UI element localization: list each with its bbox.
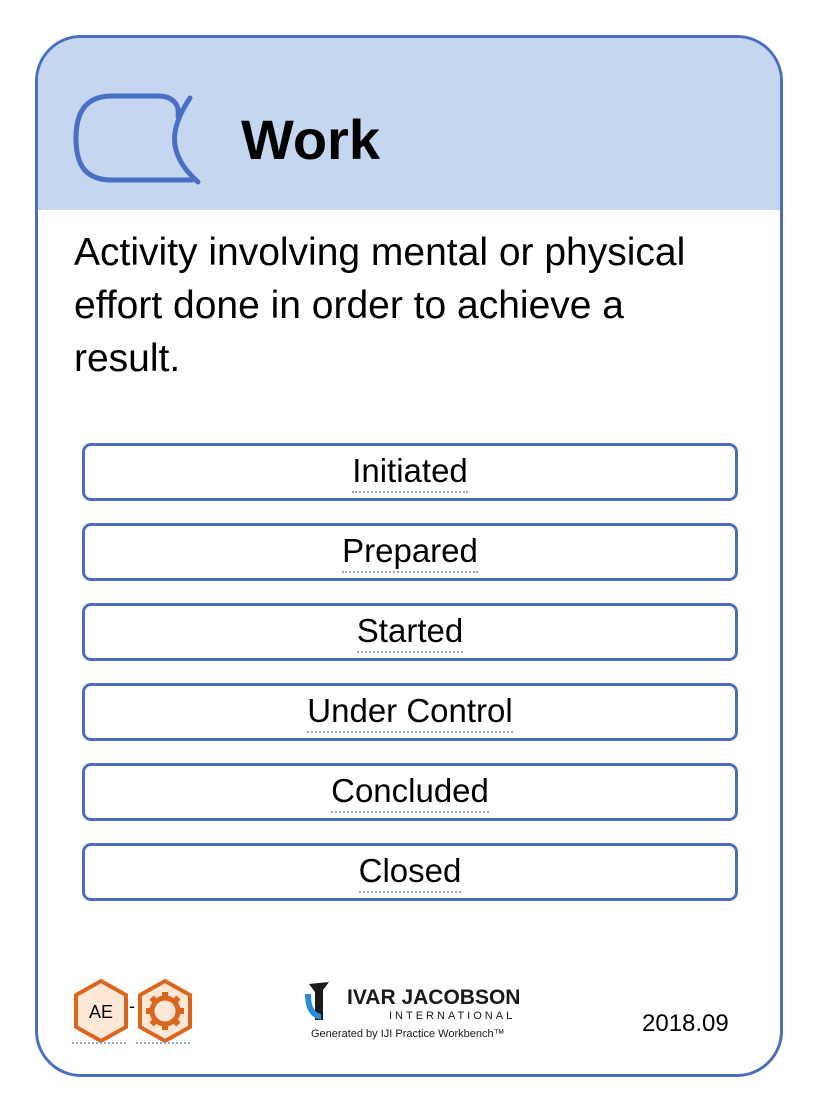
card-title: Work (241, 108, 380, 171)
badge-link-underline (72, 1042, 126, 1044)
ivar-jacobson-logo-icon (303, 980, 337, 1024)
badge-separator: - (129, 996, 135, 1016)
state-item-concluded[interactable] (82, 763, 738, 821)
state-label[interactable]: Concluded (331, 771, 489, 813)
practice-badges (72, 978, 202, 1048)
brand-logo-block (303, 978, 563, 1048)
state-label[interactable]: Started (357, 611, 463, 653)
hexagon-badge-icon[interactable] (72, 978, 130, 1044)
badge-ae-label: AE (88, 1002, 114, 1022)
state-item-closed[interactable] (82, 843, 738, 901)
badge-link-underline (136, 1042, 190, 1044)
state-item-prepared[interactable] (82, 523, 738, 581)
brand-subtitle: INTERNATIONAL (389, 1010, 516, 1022)
state-item-under-control[interactable] (82, 683, 738, 741)
state-label[interactable]: Closed (359, 851, 462, 893)
state-label[interactable]: Initiated (352, 451, 468, 493)
card-header (38, 38, 780, 210)
version-label: 2018.09 (642, 1010, 729, 1037)
state-label[interactable]: Under Control (307, 691, 512, 733)
state-item-initiated[interactable] (82, 443, 738, 501)
alpha-card (35, 35, 783, 1077)
alpha-icon (72, 90, 204, 186)
hexagon-gear-icon[interactable] (136, 978, 194, 1044)
state-label[interactable]: Prepared (342, 531, 478, 573)
card-description: Activity involving mental or physical effort done in order to achieve a result. (74, 231, 686, 380)
state-list (82, 443, 738, 923)
brand-name: IVAR JACOBSON (347, 986, 521, 1009)
state-item-started[interactable] (82, 603, 738, 661)
generated-by-text: Generated by IJI Practice Workbench™ (311, 1028, 505, 1040)
